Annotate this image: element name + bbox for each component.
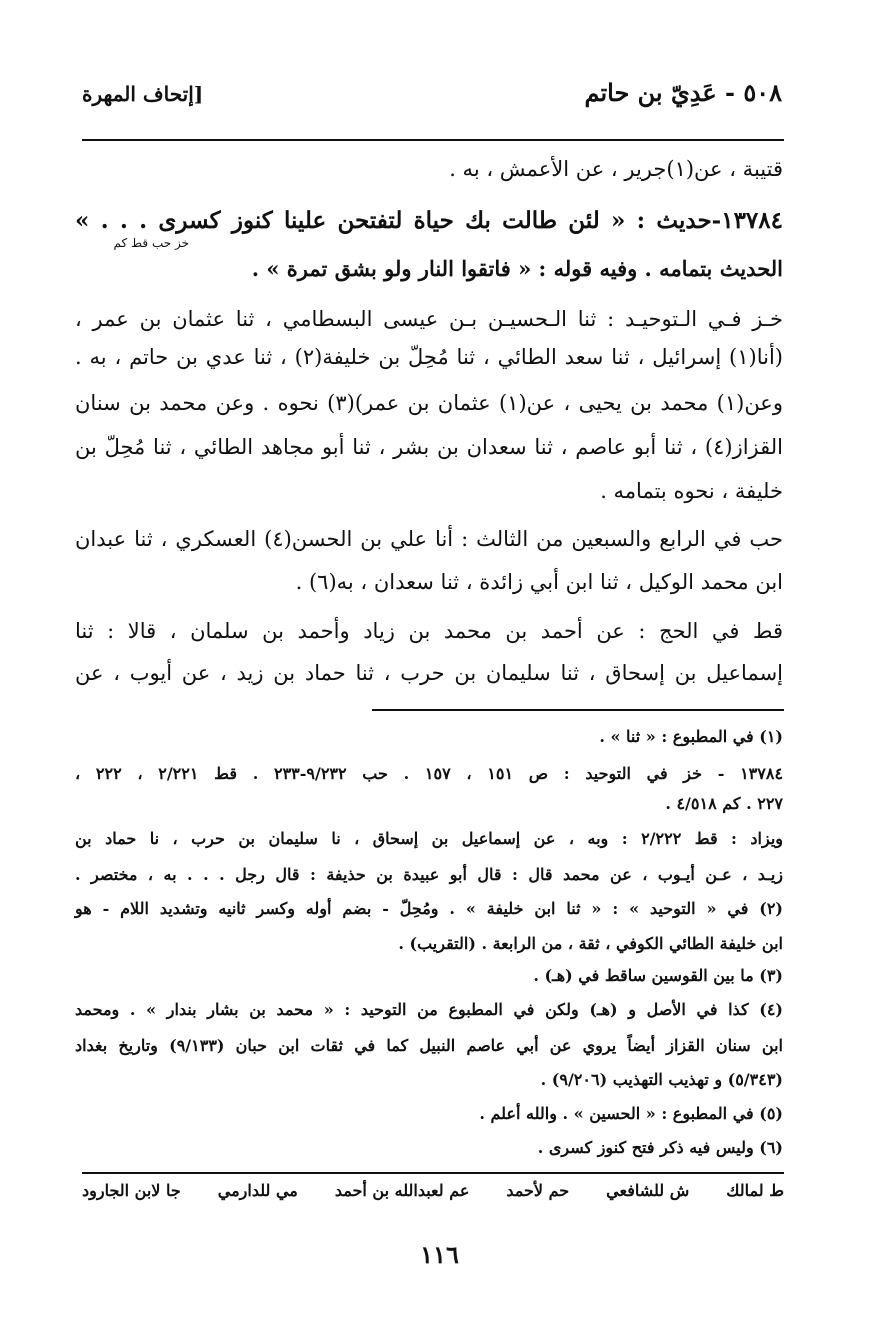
page-header <box>82 78 782 118</box>
abbreviation-item: حم لأحمد <box>506 1181 570 1200</box>
footnote-line: (٦) وليس فيه ذكر فتح كنوز كسرى . <box>537 1138 783 1157</box>
footnote-line: ابن خليفة الطائي الكوفي ، ثقة ، من الرابعة . (التقريب) . <box>398 934 783 953</box>
hadith-heading-line: ١٣٧٨٤-حديث : « لئن طالت بك حياة لتفتحن علينا كنوز كسرى . . . » <box>75 207 783 234</box>
footnote-line: (٥/٣٤٣) و تهذيب التهذيب (٩/٢٠٦) . <box>540 1070 783 1089</box>
header-rule <box>82 139 784 141</box>
footnote-line: (١) في المطبوع : « ثنا » . <box>599 727 783 746</box>
abbreviation-item: مي للدارمي <box>217 1181 298 1200</box>
body-line: قتيبة ، عن(١)جرير ، عن الأعمش ، به . <box>449 157 783 181</box>
footnote-line: (٤) كذا في الأصل و (هـ) ولكن في المطبوع من التوحيد : « محمد بن بشار بندار » . ومحمد <box>75 1000 783 1019</box>
abbreviation-item: ش للشافعي <box>606 1181 690 1200</box>
abbreviations-key <box>82 1181 784 1213</box>
body-line: حب في الرابع والسبعين من الثالث : أنا علي بن الحسن(٤) العسكري ، ثنا عبدان <box>75 527 783 551</box>
abbreviation-item: جا لابن الجارود <box>82 1181 181 1200</box>
abbreviations-rule <box>82 1172 784 1174</box>
footnote-line: (٥) في المطبوع : « الحسين » . والله أعلم . <box>479 1104 783 1123</box>
body-line: خـز فـي الـتوحيـد : ثنا الـحسيـن بـن عيسى البسطامي ، ثنا عثمان بن عمر ، <box>75 307 783 331</box>
body-line: قط في الحج : عن أحمد بن محمد بن زياد وأحمد بن سلمان ، قالا : ثنا <box>75 619 783 643</box>
abbreviation-item: ط لمالك <box>726 1181 784 1200</box>
body-line: القزاز(٤) ، ثنا أبو عاصم ، ثنا سعدان بن بشر ، ثنا أبو مجاهد الطائي ، ثنا مُحِلّ بن <box>75 435 783 459</box>
footnote-line: (٢) في « التوحيد » : « ثنا ابن خليفة » . ومُحِلّ - بضم أوله وكسر ثانيه وتشديد اللام - هو <box>75 899 783 918</box>
abbreviation-item: عم لعبدالله بن أحمد <box>334 1181 470 1200</box>
body-line: الحديث بتمامه . وفيه قوله : « فاتقوا النار ولو بشق تمرة » . <box>251 256 783 281</box>
footnote-line: (٣) ما بين القوسين ساقط في (هـ) . <box>533 966 783 985</box>
header-book-title: [إتحاف المهرة <box>82 82 204 106</box>
footnote-line: ١٣٧٨٤ - خز في التوحيد : ص ١٥١ ، ١٥٧ . حب ٩/٢٣٢-٢٣٣ . قط ٢/٢٢١ ، ٢٢٢ ، <box>75 764 784 783</box>
footnote-line: ٢٢٧ . كم ٤/٥١٨ . <box>665 794 783 813</box>
body-line: خليفة ، نحوه بتمامه . <box>600 479 783 503</box>
body-line: وعن(١) محمد بن يحيى ، عن(١) عثمان بن عمر)(٣) نحوه . وعن محمد بن سنان <box>75 391 783 415</box>
body-line: إسماعيل بن إسحاق ، ثنا سليمان بن حرب ، ثنا حماد بن زيد ، عن أيوب ، عن <box>75 661 783 685</box>
footnote-line: ويزاد : قط ٢/٢٢٢ : وبه ، عن إسماعيل بن إسحاق ، نا سليمان بن حرب ، نا حماد بن <box>75 829 783 848</box>
header-chapter-title: ٥٠٨ - عَدِيّ بن حاتم <box>584 78 782 107</box>
footnote-rule <box>372 709 784 711</box>
footnote-line: زيـد ، عـن أيـوب ، عن محمد قال : قال أبو عبيدة بن حذيفة : قال رجل . . . به ، مختصر . <box>75 865 784 884</box>
footnote-line: ابن سنان القزاز أيضاً يروي عن أبي عاصم النبيل كما في ثقات ابن حبان (٩/١٣٣) وتاريخ بغداد <box>75 1036 783 1055</box>
body-line: ابن محمد الوكيل ، ثنا ابن أبي زائدة ، ثنا سعدان ، به(٦) . <box>295 570 783 594</box>
body-line: (أنا(١) إسرائيل ، ثنا سعد الطائي ، ثنا مُحِلّ بن خليفة(٢) ، ثنا عدي بن حاتم ، به . <box>75 345 783 369</box>
page-number: ١١٦ <box>420 1240 459 1269</box>
hadith-sigla: خز حب قط كم <box>113 236 189 250</box>
